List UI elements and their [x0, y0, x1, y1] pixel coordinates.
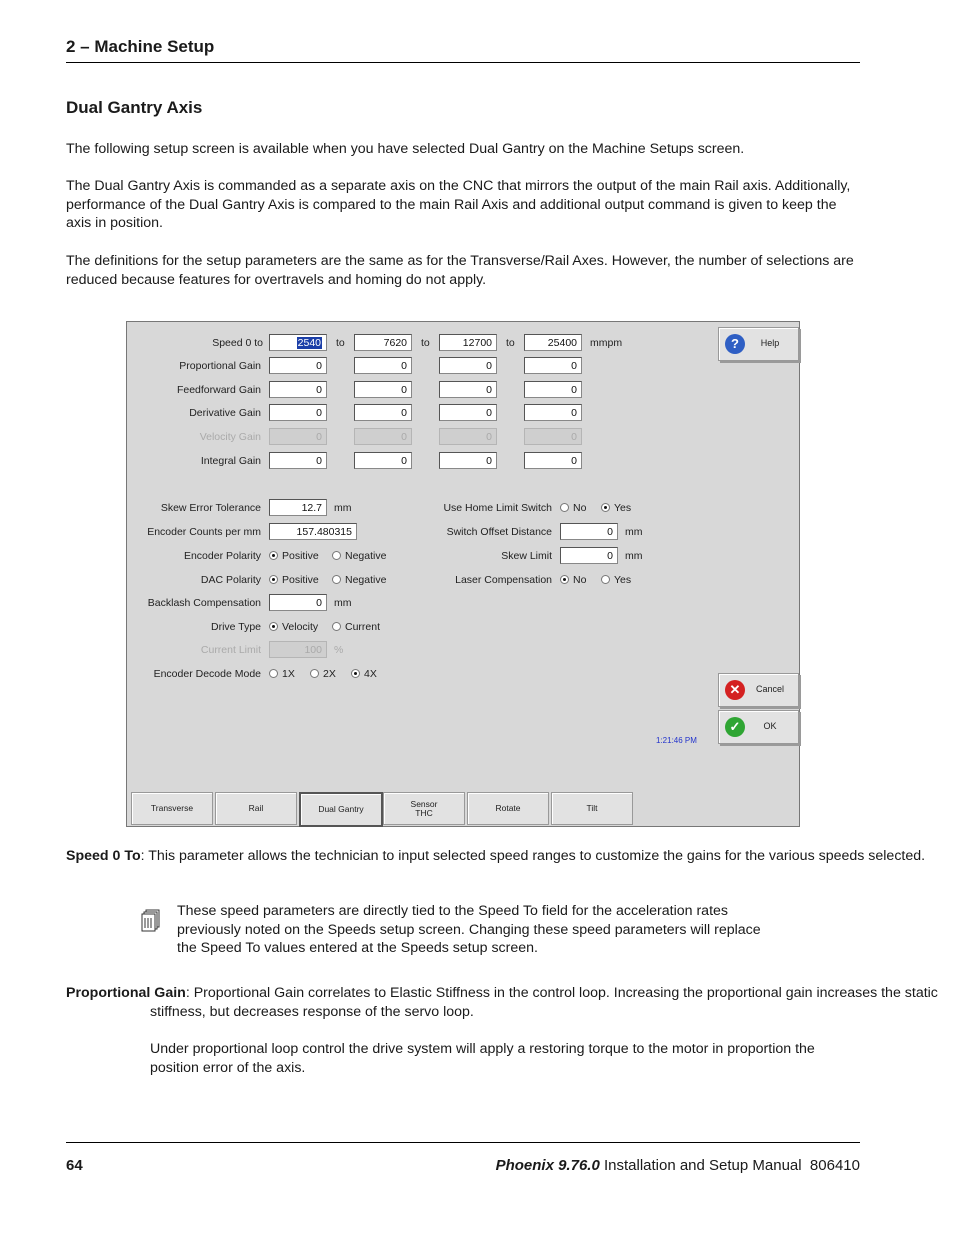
- tab-dual-gantry[interactable]: Dual Gantry: [299, 792, 383, 827]
- help-icon: ?: [725, 334, 745, 354]
- skew-error-unit: mm: [334, 502, 352, 514]
- proportional-gain-field[interactable]: 0: [439, 357, 497, 374]
- drive-type-label: Drive Type: [211, 621, 261, 633]
- radio-selected-icon: [601, 503, 610, 512]
- cancel-x-icon: ✕: [725, 680, 745, 700]
- cancel-button[interactable]: ✕ Cancel: [718, 673, 799, 707]
- tab-rotate[interactable]: Rotate: [467, 792, 549, 825]
- feedforward-gain-field[interactable]: 0: [354, 381, 412, 398]
- speed-unit: mmpm: [590, 337, 623, 349]
- skew-limit-label: Skew Limit: [501, 550, 552, 562]
- switch-offset-label: Switch Offset Distance: [446, 526, 552, 538]
- laser-comp-no-radio[interactable]: No: [560, 574, 586, 586]
- radio-icon: [269, 669, 278, 678]
- section-heading: Dual Gantry Axis: [66, 98, 203, 117]
- laser-comp-label: Laser Compensation: [455, 574, 552, 586]
- derivative-gain-field[interactable]: 0: [439, 404, 497, 421]
- current-limit-label: Current Limit: [200, 644, 261, 656]
- proportional-gain-field[interactable]: 0: [524, 357, 582, 374]
- switch-offset-unit: mm: [625, 526, 643, 538]
- current-limit-field: 100: [269, 641, 327, 658]
- home-limit-label: Use Home Limit Switch: [443, 502, 552, 514]
- integral-gain-field[interactable]: 0: [269, 452, 327, 469]
- radio-selected-icon: [351, 669, 360, 678]
- footer-rule: [66, 1142, 860, 1143]
- ok-button[interactable]: ✓ OK: [718, 710, 799, 744]
- drive-type-current-radio[interactable]: Current: [332, 621, 380, 633]
- feedforward-gain-field[interactable]: 0: [524, 381, 582, 398]
- proportional-gain-definition: Proportional Gain: Proportional Gain correlates to Elastic Stiffness in the control loop. Increasing the proportional gain increases the static stiffness, but decreases response of the servo loop.: [66, 985, 938, 1020]
- integral-gain-field[interactable]: 0: [439, 452, 497, 469]
- radio-selected-icon: [269, 622, 278, 631]
- to-label: to: [506, 337, 515, 349]
- proportional-gain-label: Proportional Gain: [179, 360, 261, 372]
- radio-selected-icon: [269, 575, 278, 584]
- speed-0-to-definition: Speed 0 To: This parameter allows the technician to input selected speed ranges to customize the gains for the various speeds selected.: [66, 848, 926, 864]
- drive-type-velocity-radio[interactable]: Velocity: [269, 621, 318, 633]
- decode-2x-radio[interactable]: 2X: [310, 668, 336, 680]
- velocity-gain-field: 0: [354, 428, 412, 445]
- speed-label: Speed 0 to: [212, 337, 263, 349]
- speed-field-2[interactable]: 7620: [354, 334, 412, 351]
- proportional-gain-field[interactable]: 0: [354, 357, 412, 374]
- encoder-polarity-negative-radio[interactable]: Negative: [332, 550, 386, 562]
- derivative-gain-field[interactable]: 0: [524, 404, 582, 421]
- speed-field-1[interactable]: 2540: [269, 334, 327, 351]
- intro-paragraph: The following setup screen is available when you have selected Dual Gantry on the Machine Setups screen.: [66, 141, 745, 157]
- laser-comp-yes-radio[interactable]: Yes: [601, 574, 631, 586]
- footer-manual-title: Phoenix 9.76.0 Installation and Setup Manual 806410: [495, 1157, 860, 1174]
- derivative-gain-field[interactable]: 0: [354, 404, 412, 421]
- switch-offset-field[interactable]: 0: [560, 523, 618, 540]
- radio-icon: [332, 551, 341, 560]
- to-label: to: [336, 337, 345, 349]
- derivative-gain-label: Derivative Gain: [189, 407, 261, 419]
- current-limit-unit: %: [334, 644, 344, 656]
- ok-check-icon: ✓: [725, 717, 745, 737]
- home-limit-yes-radio[interactable]: Yes: [601, 502, 631, 514]
- backlash-label: Backlash Compensation: [147, 597, 261, 609]
- encoder-polarity-positive-radio[interactable]: Positive: [269, 550, 319, 562]
- radio-icon: [601, 575, 610, 584]
- derivative-gain-field[interactable]: 0: [269, 404, 327, 421]
- tab-transverse[interactable]: Transverse: [131, 792, 213, 825]
- decode-4x-radio[interactable]: 4X: [351, 668, 377, 680]
- feedforward-gain-field[interactable]: 0: [439, 381, 497, 398]
- feedforward-gain-field[interactable]: 0: [269, 381, 327, 398]
- velocity-gain-field: 0: [269, 428, 327, 445]
- encoder-decode-label: Encoder Decode Mode: [153, 668, 261, 680]
- backlash-field[interactable]: 0: [269, 594, 327, 611]
- integral-gain-label: Integral Gain: [200, 455, 261, 467]
- page-number: 64: [66, 1157, 83, 1174]
- definitions-paragraph: The definitions for the setup parameters are the same as for the Transverse/Rail Axes. However, the number of selections are reduced because features for overtravels and homing do not apply.: [66, 253, 854, 288]
- integral-gain-field[interactable]: 0: [524, 452, 582, 469]
- encoder-counts-label: Encoder Counts per mm: [147, 526, 261, 538]
- tab-rail[interactable]: Rail: [215, 792, 297, 825]
- header-rule: [66, 62, 860, 63]
- skew-limit-field[interactable]: 0: [560, 547, 618, 564]
- tab-sensor-thc[interactable]: Sensor THC: [383, 792, 465, 825]
- velocity-gain-label: Velocity Gain: [199, 431, 261, 443]
- speed-field-4[interactable]: 25400: [524, 334, 582, 351]
- radio-selected-icon: [269, 551, 278, 560]
- description-paragraph: The Dual Gantry Axis is commanded as a separate axis on the CNC that mirrors the output of the main Rail axis. Additionally, performance of the Dual Gantry Axis is compared to the main Rail Axis and additional output command is given to keep the axis in position.: [66, 178, 851, 232]
- radio-icon: [560, 503, 569, 512]
- radio-selected-icon: [560, 575, 569, 584]
- clock-time: 1:21:46 PM: [656, 736, 697, 745]
- integral-gain-field[interactable]: 0: [354, 452, 412, 469]
- velocity-gain-field: 0: [524, 428, 582, 445]
- velocity-gain-field: 0: [439, 428, 497, 445]
- dac-polarity-positive-radio[interactable]: Positive: [269, 574, 319, 586]
- feedforward-gain-label: Feedforward Gain: [176, 384, 261, 396]
- proportional-gain-field[interactable]: 0: [269, 357, 327, 374]
- skew-error-tolerance-field[interactable]: 12.7: [269, 499, 327, 516]
- dac-polarity-negative-radio[interactable]: Negative: [332, 574, 386, 586]
- decode-1x-radio[interactable]: 1X: [269, 668, 295, 680]
- note-text: These speed parameters are directly tied to the Speed To field for the acceleration rates previously noted on the Speeds setup screen. Changing these speed parameters will replace the Speed To values entered at the Speeds setup screen.: [177, 903, 761, 957]
- dac-polarity-label: DAC Polarity: [200, 574, 261, 586]
- radio-icon: [332, 575, 341, 584]
- speed-field-3[interactable]: 12700: [439, 334, 497, 351]
- dual-gantry-setup-screen: [126, 321, 800, 827]
- skew-error-tolerance-label: Skew Error Tolerance: [160, 502, 261, 514]
- radio-icon: [310, 669, 319, 678]
- section-header: 2 – Machine Setup: [66, 37, 215, 56]
- encoder-counts-field[interactable]: 157.480315: [269, 523, 357, 540]
- skew-limit-unit: mm: [625, 550, 643, 562]
- radio-icon: [332, 622, 341, 631]
- note-icon: [141, 909, 161, 933]
- proportional-loop-paragraph: Under proportional loop control the drive system will apply a restoring torque to the motor in proportion the position error of the axis.: [150, 1041, 815, 1076]
- backlash-unit: mm: [334, 597, 352, 609]
- encoder-polarity-label: Encoder Polarity: [183, 550, 261, 562]
- home-limit-no-radio[interactable]: No: [560, 502, 586, 514]
- tab-tilt[interactable]: Tilt: [551, 792, 633, 825]
- help-button[interactable]: ? Help: [718, 327, 799, 361]
- to-label: to: [421, 337, 430, 349]
